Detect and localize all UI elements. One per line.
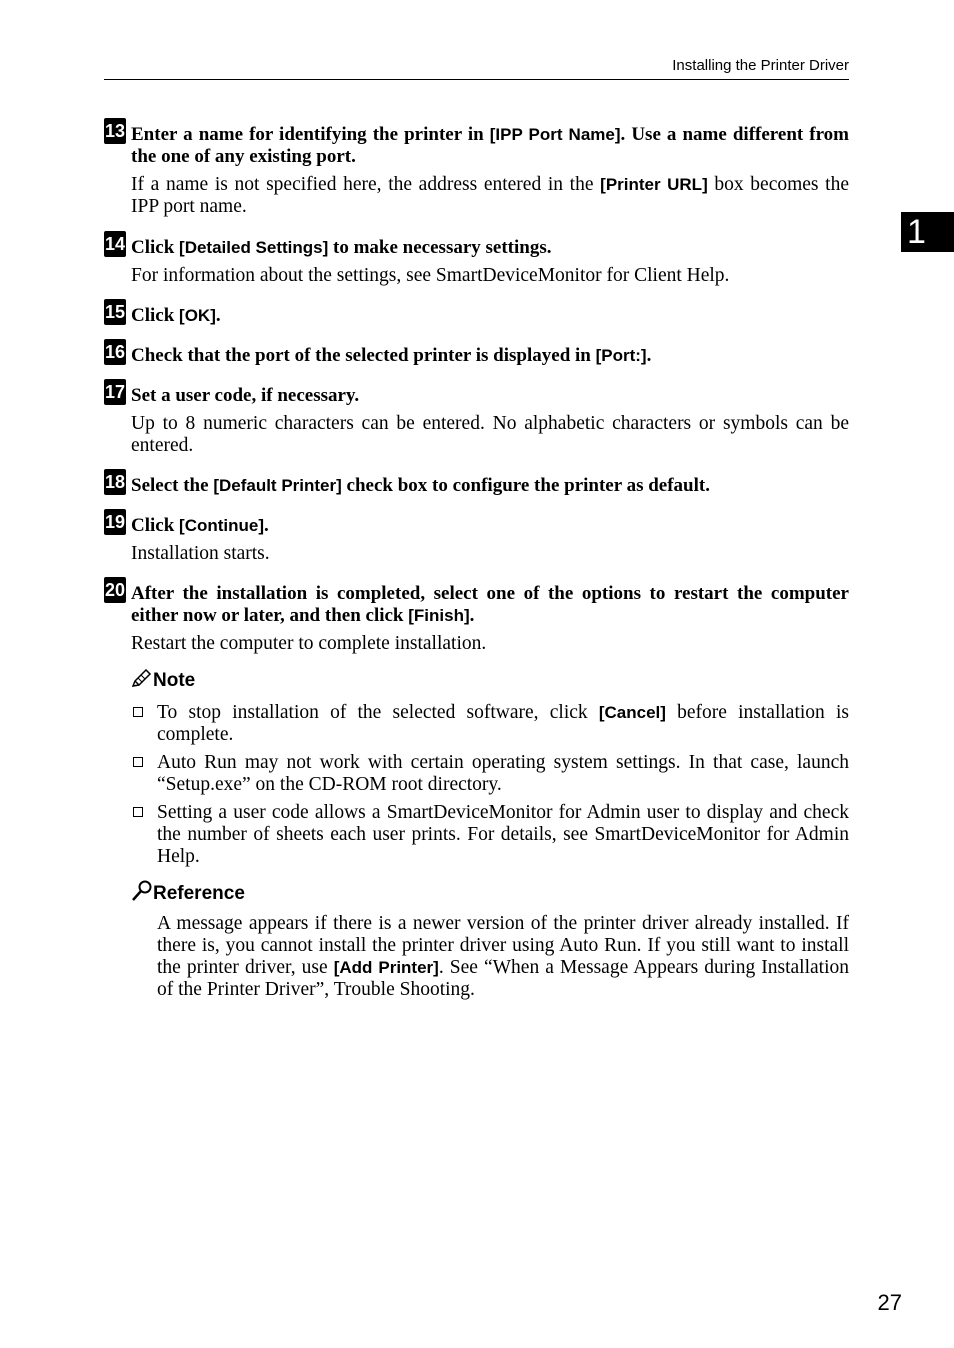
checkbox-bullet-icon [133, 757, 143, 767]
magnifier-icon [131, 880, 153, 909]
ui-key-label: [Default Printer] [213, 476, 342, 495]
step-16 [104, 342, 849, 367]
ui-key-label: [Continue] [179, 516, 265, 535]
step-15 [104, 302, 849, 327]
step-body: If a name is not specified here, the address entered in the [Printer URL] box becomes the IPP port name. [131, 174, 850, 217]
reference-section [131, 880, 849, 1001]
page-number: 27 [877, 1290, 902, 1315]
ui-key-label: [Cancel] [598, 703, 666, 722]
step-title: Select the [Default Printer] check box to configure the printer as default. [131, 475, 710, 496]
step-title: Click [Detailed Settings] to make necessary settings. [131, 237, 552, 258]
step-number: 20 [104, 577, 126, 603]
step-body: Restart the computer to complete installation. [131, 633, 487, 654]
header-title: Installing the Printer Driver [672, 57, 849, 74]
ui-key-label: [Detailed Settings] [179, 238, 329, 257]
ui-key-label: [Port:] [595, 346, 647, 365]
step-13 [104, 121, 850, 218]
step-number: 14 [104, 231, 126, 257]
note-section [131, 669, 849, 868]
running-header [104, 57, 849, 80]
ui-key-label: [Finish] [408, 606, 470, 625]
ui-key-label: [Add Printer] [333, 958, 439, 977]
step-body: Up to 8 numeric characters can be entered. No alphabetic characters or symbols can be entered. [131, 413, 849, 456]
note-item: Setting a user code allows a SmartDeviceMonitor for Admin user to display and check the number of sheets each user prints. For details, see SmartDeviceMonitor for Admin Help. [131, 802, 849, 868]
ui-key-label: [IPP Port Name] [489, 125, 621, 144]
step-19 [104, 512, 849, 565]
step-title: After the installation is completed, select one of the options to restart the computer either now or later, and then click [Finish]. [131, 583, 849, 626]
checkbox-bullet-icon [133, 807, 143, 817]
step-title: Enter a name for identifying the printer in [IPP Port Name]. Use a name different from the one of any existing port. [131, 124, 850, 167]
step-title: Set a user code, if necessary. [131, 385, 360, 406]
pencil-icon [131, 669, 153, 696]
step-title: Click [OK]. [131, 305, 221, 326]
step-number: 16 [104, 339, 126, 365]
step-number: 19 [104, 509, 126, 535]
step-number: 13 [104, 118, 126, 144]
step-number: 18 [104, 469, 126, 495]
step-17 [104, 382, 849, 457]
ui-key-label: [OK] [179, 306, 216, 325]
step-title: Check that the port of the selected printer is displayed in [Port:]. [131, 345, 652, 366]
note-item: To stop installation of the selected software, click [Cancel] before installation is complete. [131, 702, 849, 746]
step-body: Installation starts. [131, 543, 270, 564]
step-body: For information about the settings, see SmartDeviceMonitor for Client Help. [131, 265, 730, 286]
step-title: Click [Continue]. [131, 515, 269, 536]
checkbox-bullet-icon [133, 707, 143, 717]
note-item: Auto Run may not work with certain operating system settings. In that case, launch “Setup.exe” on the CD-ROM root directory. [131, 752, 849, 796]
step-20 [104, 580, 849, 655]
reference-heading: Reference [131, 880, 849, 909]
step-14 [104, 234, 849, 287]
step-18 [104, 472, 849, 497]
step-number: 17 [104, 379, 126, 405]
chapter-tab: 1 [901, 212, 954, 252]
note-heading: Note [131, 669, 849, 696]
step-number: 15 [104, 299, 126, 325]
reference-body: A message appears if there is a newer version of the printer driver already installed. If there is, you cannot install the printer driver using Auto Run. If you still want to install the printer driver, use [Add Printer]. See “When a Message Appears during Installation of the Printer Driver”, Trouble Shooting. [157, 913, 849, 1000]
ui-key-label: [Printer URL] [600, 175, 708, 194]
